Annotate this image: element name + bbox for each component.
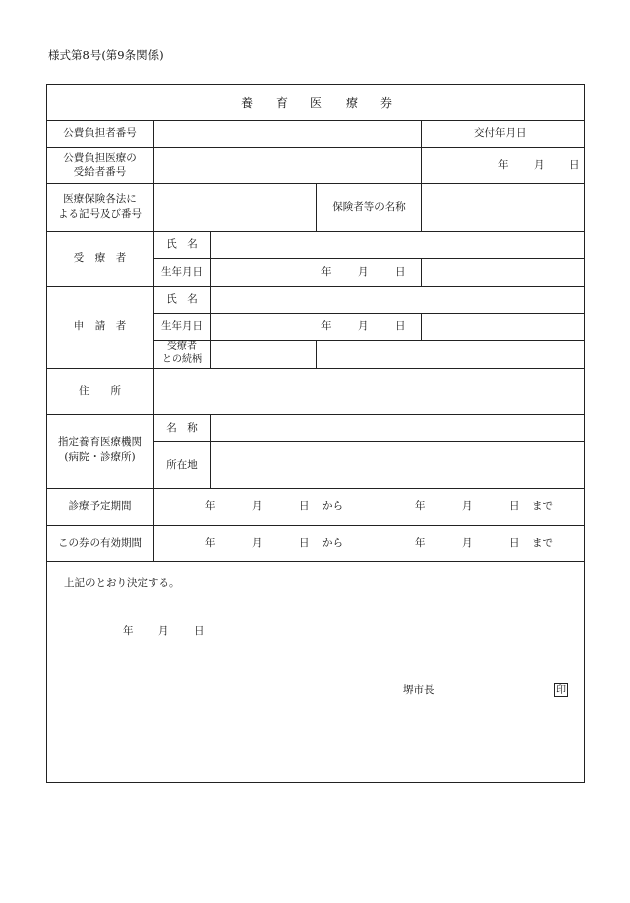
applicant-name-label: 氏 名 xyxy=(166,293,198,305)
treatment-until-label: まで xyxy=(532,500,553,512)
relation-label: との続柄 xyxy=(162,354,202,365)
treatment-to-day: 日 xyxy=(509,500,520,512)
title-char: 医 xyxy=(310,96,323,110)
issue-date-label: 交付年月日 xyxy=(474,127,527,139)
validity-to-year: 年 xyxy=(415,537,426,549)
insurer-name-label: 保険者等の名称 xyxy=(332,201,406,213)
title-char: 養 xyxy=(241,96,254,110)
treatment-to-month: 月 xyxy=(462,500,473,512)
institution-label: 指定養育医療機関 xyxy=(58,436,142,448)
patient-label: 受 療 者 xyxy=(73,252,127,264)
validity-from-year: 年 xyxy=(205,537,216,549)
validity-from-day: 日 xyxy=(299,537,310,549)
title-char: 券 xyxy=(380,96,393,110)
title-char: 療 xyxy=(346,96,359,110)
treatment-from-month: 月 xyxy=(252,500,263,512)
patient-name-label: 氏 名 xyxy=(166,238,198,250)
treatment-from-label: から xyxy=(322,500,343,512)
treatment-from-day: 日 xyxy=(299,500,310,512)
institution-label: (病院・診療所) xyxy=(64,451,136,463)
issue-year-label: 年 xyxy=(498,159,509,171)
applicant-birth-day: 日 xyxy=(395,320,406,332)
recipient-number-label: 公費負担医療の xyxy=(63,152,137,164)
recipient-number-label: 受給者番号 xyxy=(73,166,127,178)
institution-name-label: 名 称 xyxy=(166,422,198,434)
patient-birth-month: 月 xyxy=(358,266,369,278)
treatment-to-year: 年 xyxy=(415,500,426,512)
treatment-from-year: 年 xyxy=(205,500,216,512)
validity-until-label: まで xyxy=(532,537,553,549)
validity-from-month: 月 xyxy=(252,537,263,549)
decision-year: 年 xyxy=(123,625,134,637)
decision-text: 上記のとおり決定する。 xyxy=(64,577,180,589)
institution-location-label: 所在地 xyxy=(166,459,198,471)
patient-birth-label: 生年月日 xyxy=(161,266,203,278)
outer-border xyxy=(47,85,585,783)
validity-to-month: 月 xyxy=(462,537,473,549)
insurance-symbol-label: 医療保険各法に xyxy=(63,193,137,205)
patient-birth-day: 日 xyxy=(395,266,406,278)
relation-label: 受療者 xyxy=(167,341,197,352)
validity-period-label: この券の有効期間 xyxy=(58,537,142,549)
issue-day-label: 日 xyxy=(569,159,580,171)
seal-mark: 印 xyxy=(556,685,566,696)
treatment-period-label: 診療予定期間 xyxy=(68,500,132,512)
patient-birth-year: 年 xyxy=(321,266,332,278)
address-label: 住 所 xyxy=(79,385,121,397)
insurance-symbol-label: よる記号及び番号 xyxy=(58,208,142,220)
issue-month-label: 月 xyxy=(534,159,545,171)
validity-to-day: 日 xyxy=(509,537,520,549)
applicant-label: 申 請 者 xyxy=(73,320,127,332)
applicant-birth-year: 年 xyxy=(321,320,332,332)
decision-day: 日 xyxy=(194,625,205,637)
decision-month: 月 xyxy=(158,625,169,637)
form-number-label: 様式第8号(第9条関係) xyxy=(48,48,164,62)
applicant-birth-month: 月 xyxy=(358,320,369,332)
public-payer-number-label: 公費負担者番号 xyxy=(63,127,137,139)
mayor-label: 堺市長 xyxy=(403,684,435,696)
applicant-birth-label: 生年月日 xyxy=(161,320,203,332)
title-char: 育 xyxy=(276,96,289,110)
validity-from-label: から xyxy=(322,537,343,549)
